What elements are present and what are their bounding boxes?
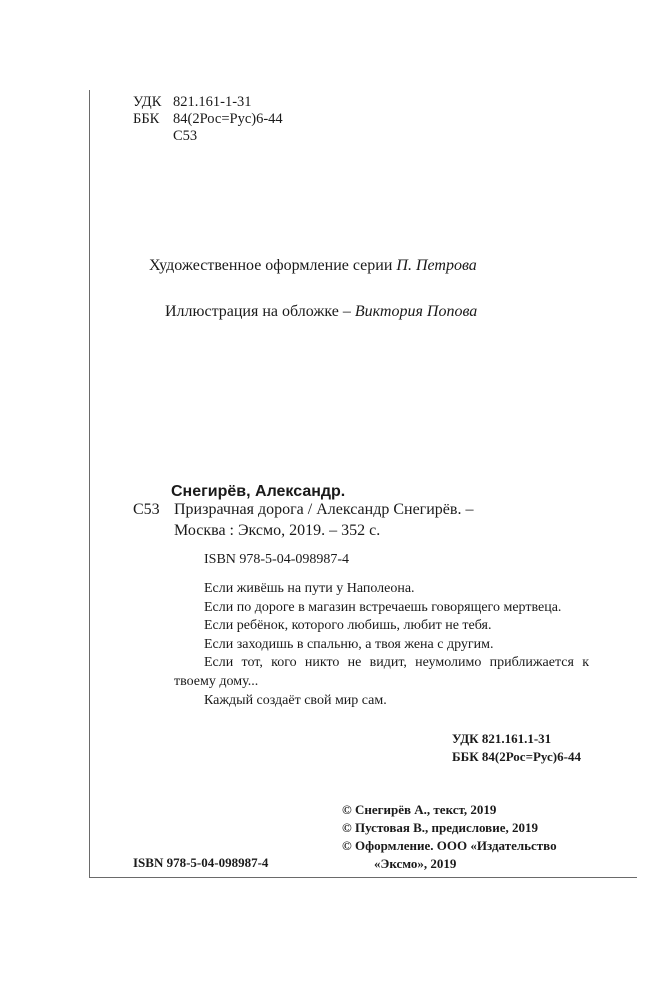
- bib-isbn: ISBN 978-5-04-098987-4: [204, 552, 350, 567]
- udk-value: 821.161-1-31: [173, 94, 252, 110]
- series-design-credit: [149, 257, 477, 275]
- copyright-line: © Оформление. ООО «Издательство: [342, 838, 557, 853]
- bbk-label: ББК: [133, 111, 160, 127]
- bib-author: Снегирёв, Александр.: [171, 483, 346, 500]
- copyright-line: © Снегирёв А., текст, 2019: [342, 802, 497, 817]
- annotation-paragraph: Если заходишь в спальню, а твоя жена с другим.: [204, 636, 494, 652]
- annotation-paragraph: Если ребёнок, которого любишь, любит не тебя.: [204, 618, 492, 634]
- author-mark-top: С53: [173, 128, 198, 144]
- classification-block: [133, 94, 283, 145]
- cover-illustration-credit: [165, 303, 477, 321]
- bib-author-mark: С53: [133, 501, 160, 518]
- annotation: [174, 580, 589, 710]
- isbn-bottom: ISBN 978-5-04-098987-4: [133, 855, 269, 870]
- series-design-name: П. Петрова: [396, 257, 477, 274]
- bib-title-line: Призрачная дорога / Александр Снегирёв. –: [174, 501, 474, 518]
- bbk-row: [133, 111, 283, 128]
- copyright-line: «Эксмо», 2019: [374, 856, 457, 871]
- bottom-bbk: ББК 84(2Рос=Рус)6-44: [452, 749, 581, 764]
- annotation-paragraph: Если тот, кого никто не видит, неумолимо приближается к твоему дому...: [174, 655, 589, 689]
- cover-illustration-prefix: Иллюстрация на обложке –: [165, 303, 351, 320]
- bib-publication-line: Москва : Эксмо, 2019. – 352 с.: [174, 522, 381, 539]
- bottom-udk: УДК 821.161.1-31: [452, 731, 552, 746]
- copyright-line: © Пустовая В., предисловие, 2019: [342, 820, 538, 835]
- cover-illustration-name: Виктория Попова: [354, 303, 478, 320]
- annotation-paragraph: Каждый создаёт свой мир сам.: [204, 692, 387, 708]
- annotation-paragraph: Если по дороге в магазин встречаешь говорящего мертвеца.: [204, 599, 562, 615]
- left-margin-rule: [89, 90, 90, 878]
- series-design-prefix: Художественное оформление серии: [149, 257, 393, 274]
- author-mark-row: [133, 128, 283, 145]
- bbk-value: 84(2Рос=Рус)6-44: [173, 111, 283, 127]
- udk-row: [133, 94, 283, 111]
- bottom-margin-rule: [89, 877, 637, 878]
- copyright-block: [342, 801, 557, 873]
- udk-label: УДК: [133, 94, 162, 110]
- annotation-paragraph: Если живёшь на пути у Наполеона.: [204, 581, 415, 596]
